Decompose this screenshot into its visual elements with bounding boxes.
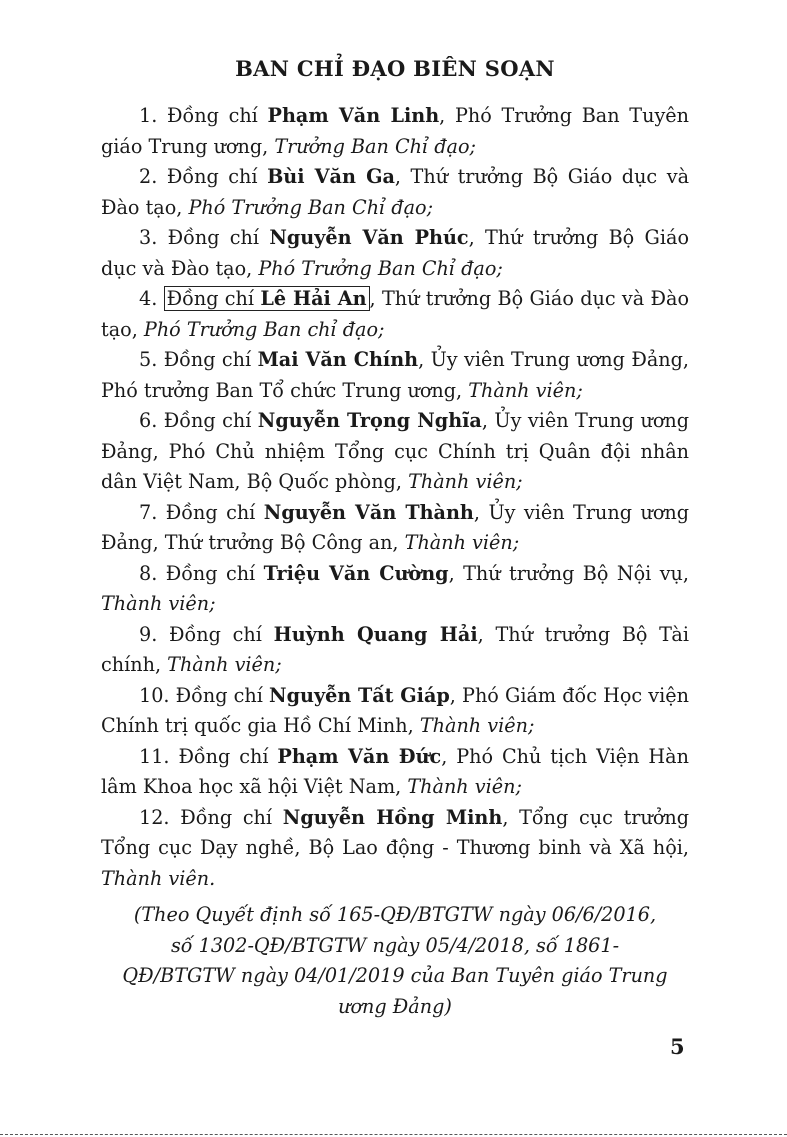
item-prefix: Đồng chí bbox=[163, 348, 258, 371]
item-number: 2. bbox=[139, 165, 167, 188]
member-name: Nguyễn Văn Thành bbox=[263, 500, 474, 524]
list-item bbox=[101, 742, 689, 803]
item-number: 10. bbox=[139, 683, 176, 707]
list-item bbox=[101, 406, 689, 498]
item-prefix: Đồng chí bbox=[180, 805, 283, 829]
item-prefix: Đồng chí bbox=[163, 409, 258, 432]
item-prefix: Đồng chí bbox=[167, 226, 270, 249]
member-position: , Thứ trưởng Bộ Giáo dục và Đào tạo, bbox=[101, 287, 689, 341]
item-number: 6. bbox=[139, 409, 164, 432]
member-name: Phạm Văn Linh bbox=[267, 104, 440, 127]
member-role: Phó Trưởng Ban Chỉ đạo; bbox=[188, 195, 434, 219]
item-prefix: Đồng chí bbox=[166, 165, 268, 188]
member-name: Bùi Văn Ga bbox=[267, 165, 395, 188]
member-role: Thành viên; bbox=[404, 531, 520, 554]
member-position: , Ủy viên Trung ương Đảng, Phó Chủ nhiệm Tổng cục Chính trị Quân đội nhân dân Việt Nam, Bộ Quốc phòng, bbox=[101, 409, 690, 493]
member-name: Huỳnh Quang Hải bbox=[273, 622, 478, 646]
member-name: Nguyễn Trọng Nghĩa bbox=[257, 409, 482, 432]
member-name: Phạm Văn Đức bbox=[277, 744, 442, 768]
member-position: , Phó Giám đốc Học viện Chính trị quốc gia Hồ Chí Minh, bbox=[101, 683, 689, 737]
item-number: 3. bbox=[139, 226, 168, 249]
list-item bbox=[101, 498, 689, 559]
list-item bbox=[101, 559, 689, 620]
member-role: Thành viên; bbox=[408, 470, 523, 493]
item-prefix: Đồng chí bbox=[166, 287, 261, 310]
item-number: 7. bbox=[139, 500, 166, 524]
member-position: , Phó Chủ tịch Viện Hàn lâm Khoa học xã hội Việt Nam, bbox=[101, 744, 689, 798]
member-name: Triệu Văn Cường bbox=[263, 561, 449, 585]
member-role: Thành viên; bbox=[419, 714, 535, 737]
page-bottom-divider bbox=[0, 1134, 787, 1135]
page-number: 5 bbox=[670, 1034, 685, 1059]
member-role: Thành viên; bbox=[167, 653, 282, 676]
member-name: Nguyễn Văn Phúc bbox=[269, 226, 469, 249]
member-position: , Thứ trưởng Bộ Giáo dục và Đào tạo, bbox=[101, 165, 690, 219]
member-name: Nguyễn Tất Giáp bbox=[269, 683, 450, 707]
list-item bbox=[101, 345, 689, 406]
item-number: 4. bbox=[139, 287, 164, 310]
item-number: 1. bbox=[139, 104, 168, 127]
item-number: 12. bbox=[139, 805, 181, 829]
item-number: 8. bbox=[139, 561, 166, 585]
item-prefix: Đồng chí bbox=[165, 561, 264, 585]
page-title: BAN CHỈ ĐẠO BIÊN SOẠN bbox=[235, 56, 555, 81]
list-item bbox=[101, 223, 689, 284]
list-item bbox=[101, 803, 689, 895]
member-position: , Ủy viên Trung ương Đảng, Thứ trưởng Bộ Công an, bbox=[101, 500, 690, 554]
member-role: Phó Trưởng Ban chỉ đạo; bbox=[143, 317, 385, 341]
item-number: 11. bbox=[139, 744, 179, 768]
member-role: Thành viên; bbox=[101, 592, 216, 615]
item-prefix: Đồng chí bbox=[165, 500, 264, 524]
member-position: , Thứ trưởng Bộ Giáo dục và Đào tạo, bbox=[101, 226, 690, 280]
member-position: , Tổng cục trưởng Tổng cục Dạy nghề, Bộ Lao động - Thương binh và Xã hội, bbox=[101, 805, 690, 859]
item-prefix: Đồng chí bbox=[178, 744, 278, 768]
document-page bbox=[101, 56, 689, 1041]
member-role: Phó Trưởng Ban Chỉ đạo; bbox=[258, 256, 503, 280]
member-position: , Ủy viên Trung ương Đảng, Phó trưởng Ban Tổ chức Trung ương, bbox=[101, 348, 689, 402]
member-role: Thành viên; bbox=[468, 378, 583, 402]
item-prefix: Đồng chí bbox=[175, 683, 270, 707]
highlight-box bbox=[164, 286, 370, 311]
member-role: Thành viên. bbox=[101, 866, 216, 890]
member-name: Nguyễn Hồng Minh bbox=[282, 805, 503, 829]
member-role: Trưởng Ban Chỉ đạo; bbox=[274, 134, 476, 158]
member-name: Lê Hải An bbox=[260, 287, 367, 310]
member-name: Mai Văn Chính bbox=[257, 348, 419, 371]
item-number: 9. bbox=[139, 622, 170, 646]
member-position: , Thứ trưởng Bộ Tài chính, bbox=[101, 622, 690, 676]
member-position: , Thứ trưởng Bộ Nội vụ, bbox=[448, 561, 689, 585]
item-prefix: Đồng chí bbox=[169, 622, 274, 646]
item-prefix: Đồng chí bbox=[167, 104, 268, 127]
list-item bbox=[101, 101, 689, 162]
list-item bbox=[101, 162, 689, 223]
list-item bbox=[101, 620, 689, 681]
list-item bbox=[101, 681, 689, 742]
member-position: , Phó Trưởng Ban Tuyên giáo Trung ương, bbox=[101, 104, 689, 158]
list-item bbox=[101, 284, 689, 345]
source-note: (Theo Quyết định số 165-QĐ/BTGTW ngày 06/6/2016, số 1302-QĐ/BTGTW ngày 05/4/2018, số 1861-QĐ/BTGTW ngày 04/01/2019 của Ban Tuyên giáo Trung ương Đảng) bbox=[122, 903, 668, 1018]
member-role: Thành viên; bbox=[407, 775, 522, 798]
item-number: 5. bbox=[139, 348, 164, 371]
